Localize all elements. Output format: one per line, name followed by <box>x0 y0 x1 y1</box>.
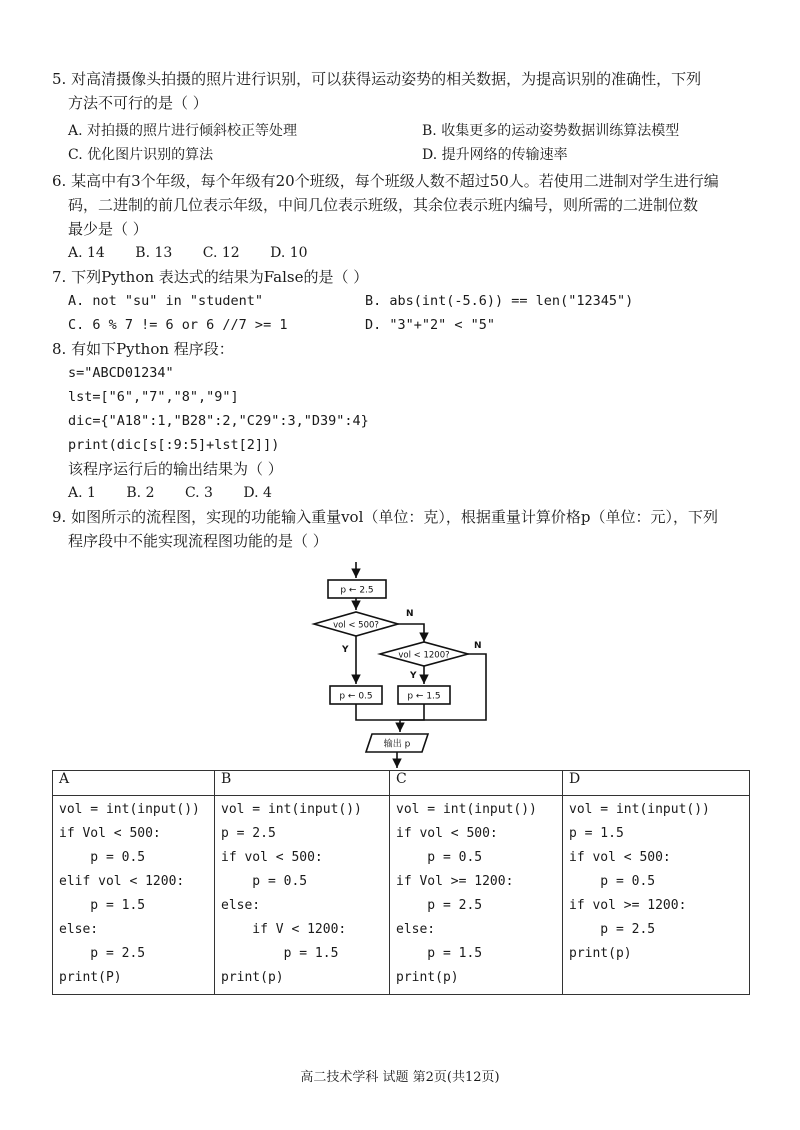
code-line: p = 0.5 <box>221 874 308 889</box>
code-cell-c <box>390 796 563 995</box>
code-line: vol = int(input()) <box>59 802 200 817</box>
q6-options <box>68 242 334 264</box>
code-line: if vol >= 1200: <box>569 898 687 913</box>
code-line: p = 1.5 <box>396 946 483 961</box>
code-line: p = 2.5 <box>569 922 656 937</box>
flow-output-label: 输出 p <box>383 739 411 750</box>
q8-code-line3: dic={"A18":1,"B28":2,"C29":3,"D39":4} <box>68 413 369 429</box>
q9-stem-line2: 程序段中不能实现流程图功能的是（ ） <box>68 532 328 550</box>
table-header-a: A <box>53 771 215 796</box>
flow-box1-label: p ← 0.5 <box>339 691 373 702</box>
table-header-d: D <box>563 771 750 796</box>
q8-code-line1: s="ABCD01234" <box>68 365 174 381</box>
flow-cond1-label: vol < 500? <box>333 620 379 631</box>
code-line: vol = int(input()) <box>396 802 537 817</box>
flow-box2-label: p ← 1.5 <box>407 691 441 702</box>
q8-option-d: D. 4 <box>243 485 272 501</box>
q5-option-d: D. 提升网络的传输速率 <box>422 147 568 163</box>
q7-option-c: C. 6 % 7 != 6 or 6 //7 >= 1 <box>68 317 288 333</box>
code-line: print(P) <box>59 970 122 985</box>
q7-stem: 7. 下列Python 表达式的结果为False的是（ ） <box>52 268 369 286</box>
q7-option-b: B. abs(int(-5.6)) == len("12345") <box>365 293 634 309</box>
table-header-row <box>53 771 750 796</box>
code-line: p = 2.5 <box>59 946 146 961</box>
q7-option-d: D. "3"+"2" < "5" <box>365 317 496 333</box>
code-line: if V < 1200: <box>221 922 347 937</box>
flow-start-label: p ← 2.5 <box>340 585 374 596</box>
flowchart <box>300 560 510 770</box>
table-header-c: C <box>390 771 563 796</box>
code-line: if vol < 500: <box>396 826 498 841</box>
q8-options <box>68 482 298 504</box>
q8-option-b: B. 2 <box>126 485 155 501</box>
q8-option-a: A. 1 <box>68 485 96 501</box>
code-line: p = 1.5 <box>569 826 624 841</box>
q6-stem-line3: 最少是（ ） <box>68 220 148 238</box>
q5-stem-line1: 5. 对高清摄像头拍摄的照片进行识别，可以获得运动姿势的相关数据，为提高识别的准确性，下列 <box>52 70 702 88</box>
q8-code-line2: lst=["6","7","8","9"] <box>68 389 239 405</box>
flow-no-label-1: N <box>406 609 414 619</box>
table-code-row <box>53 796 750 995</box>
q5-stem-line2: 方法不可行的是（ ） <box>68 94 208 112</box>
q9-options-table <box>52 770 750 995</box>
q8-code-line4: print(dic[s[:9:5]+lst[2]]) <box>68 437 280 453</box>
flow-yes-label-2: Y <box>410 671 417 681</box>
code-line: p = 2.5 <box>221 826 276 841</box>
code-line: print(p) <box>569 946 632 961</box>
table-header-b: B <box>215 771 390 796</box>
code-line: p = 1.5 <box>221 946 339 961</box>
q7-option-a: A. not "su" in "student" <box>68 293 264 309</box>
q5-option-a: A. 对拍摄的照片进行倾斜校正等处理 <box>68 123 298 139</box>
flow-no-label-2: N <box>474 641 482 651</box>
code-line: p = 1.5 <box>59 898 146 913</box>
code-line: vol = int(input()) <box>569 802 710 817</box>
q9-stem-line1: 9. 如图所示的流程图，实现的功能输入重量vol（单位：克），根据重量计算价格p（单位：元），下列 <box>52 508 718 526</box>
code-line: p = 0.5 <box>59 850 146 865</box>
code-cell-b <box>215 796 390 995</box>
flow-cond2-label: vol < 1200? <box>398 650 450 661</box>
q6-option-c: C. 12 <box>202 245 240 261</box>
q5-option-b: B. 收集更多的运动姿势数据训练算法模型 <box>422 123 680 139</box>
q8-stem: 8. 有如下Python 程序段： <box>52 340 234 358</box>
code-cell-d <box>563 796 750 995</box>
code-line: p = 0.5 <box>396 850 483 865</box>
code-line: if Vol < 500: <box>59 826 161 841</box>
code-line: print(p) <box>396 970 459 985</box>
code-line: else: <box>396 922 436 937</box>
q8-question-tail: 该程序运行后的输出结果为（ ） <box>68 460 283 478</box>
code-line: else: <box>59 922 99 937</box>
code-cell-a <box>53 796 215 995</box>
q8-option-c: C. 3 <box>184 485 213 501</box>
code-line: p = 0.5 <box>569 874 656 889</box>
code-line: else: <box>221 898 261 913</box>
code-line: vol = int(input()) <box>221 802 362 817</box>
code-line: print(p) <box>221 970 284 985</box>
code-line: if vol < 500: <box>221 850 323 865</box>
q6-option-a: A. 14 <box>68 245 105 261</box>
page-footer: 高二技术学科 试题 第2页(共12页) <box>300 1070 500 1085</box>
code-line: if vol < 500: <box>569 850 671 865</box>
q6-option-d: D. 10 <box>270 245 308 261</box>
q5-option-c: C. 优化图片识别的算法 <box>68 147 214 163</box>
q6-stem-line1: 6. 某高中有3个年级，每个年级有20个班级，每个班级人数不超过50人。若使用二进制对学生进行编 <box>52 172 719 190</box>
q6-option-b: B. 13 <box>135 245 173 261</box>
q6-stem-line2: 码，二进制的前几位表示年级，中间几位表示班级，其余位表示班内编号，则所需的二进制位数 <box>68 196 699 214</box>
code-line: elif vol < 1200: <box>59 874 185 889</box>
flow-yes-label-1: Y <box>342 645 349 655</box>
code-line: if Vol >= 1200: <box>396 874 514 889</box>
code-line: p = 2.5 <box>396 898 483 913</box>
